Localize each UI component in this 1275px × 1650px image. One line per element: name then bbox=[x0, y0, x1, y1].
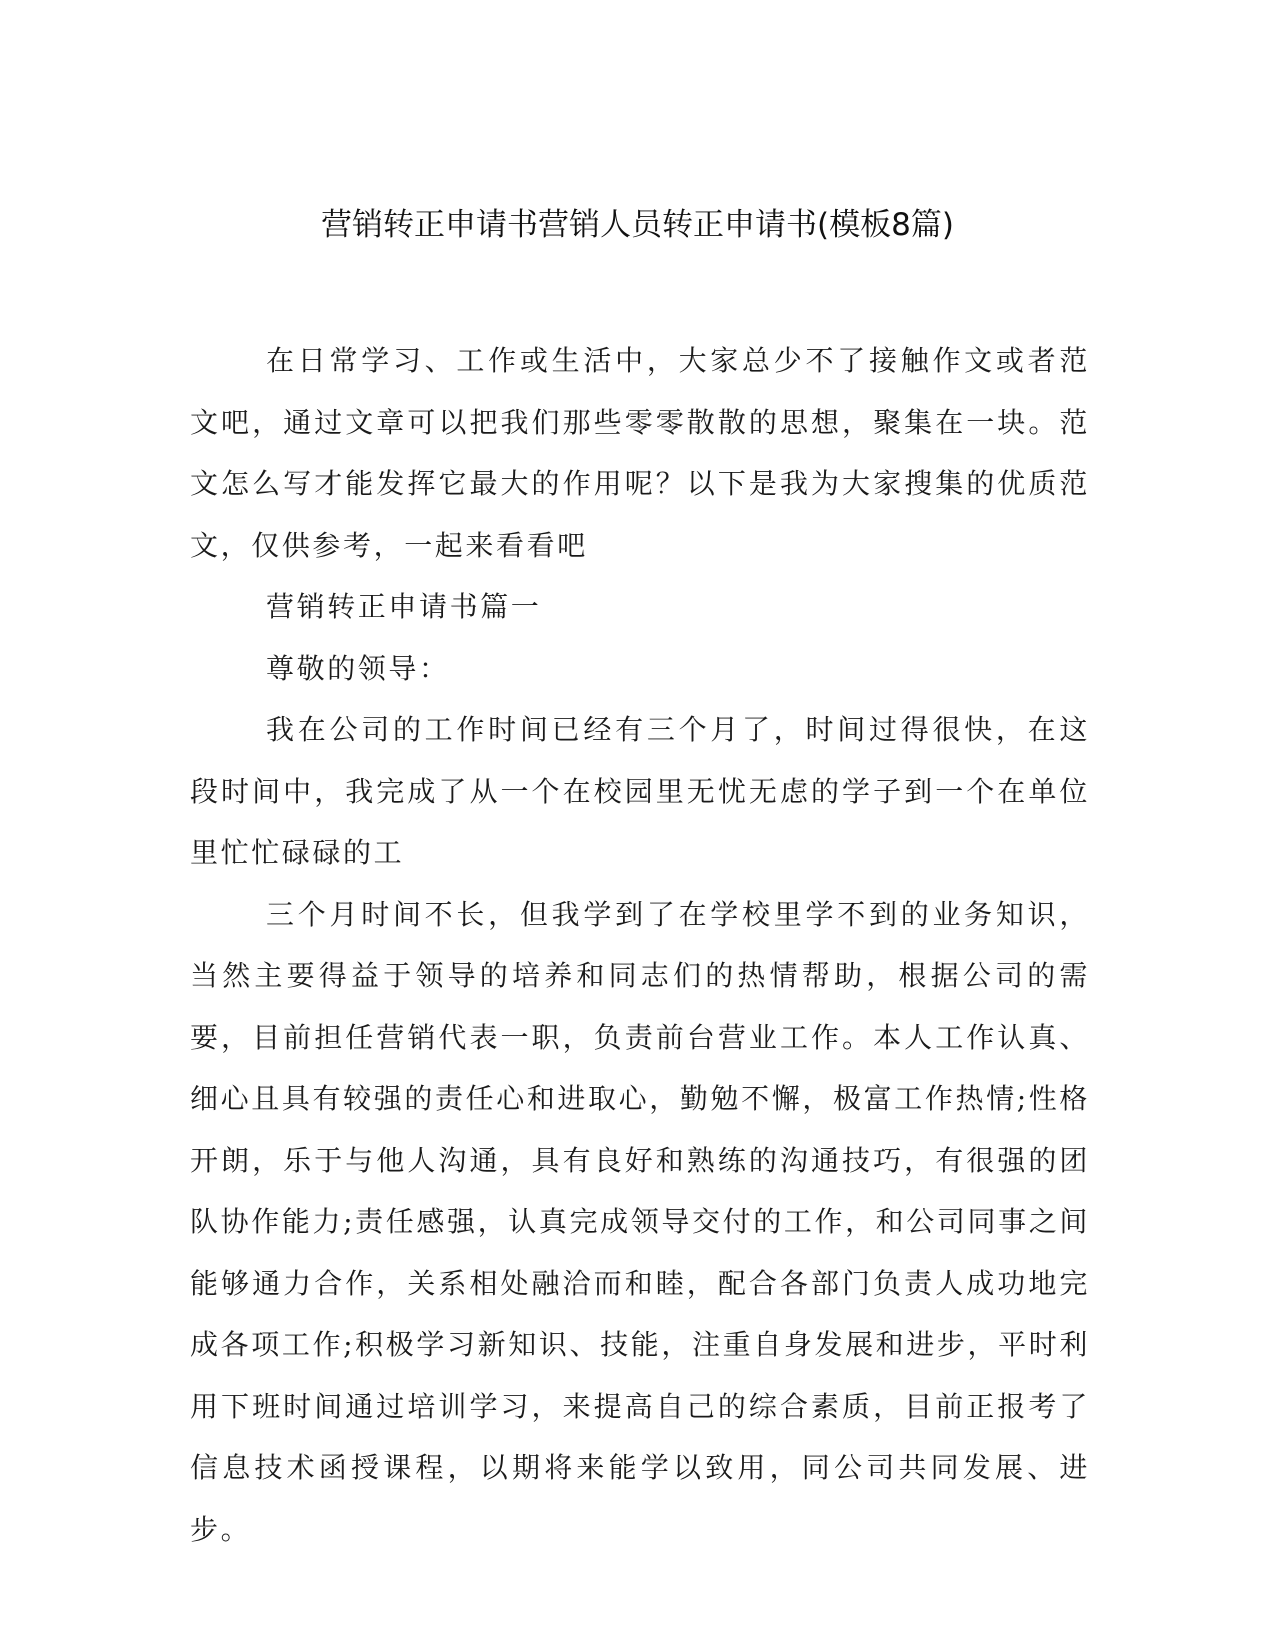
document-body bbox=[190, 330, 1090, 1560]
body-paragraph: 我在公司的工作时间已经有三个月了，时间过得很快，在这段时间中，我完成了从一个在校园里无忧无虑的学子到一个在单位里忙忙碌碌的工 bbox=[190, 713, 1090, 869]
document-title: 营销转正申请书营销人员转正申请书(模板8篇) bbox=[321, 207, 954, 243]
section-heading: 营销转正申请书篇一 bbox=[266, 590, 542, 623]
salutation: 尊敬的领导： bbox=[266, 651, 450, 685]
body-paragraph: 三个月时间不长，但我学到了在学校里学不到的业务知识，当然主要得益于领导的培养和同志们的热情帮助，根据公司的需要，目前担任营销代表一职，负责前台营业工作。本人工作认真、细心且具有较强的责任心和进取心，勤勉不懈，极富工作热情;性格开朗，乐于与他人沟通，具有良好和熟练的沟通技巧，有很强的团队协作能力;责任感强，认真完成领导交付的工作，和公司同事之间能够通力合作，关系相处融洽而和睦，配合各部门负责人成功地完成各项工作;积极学习新知识、技能，注重自身发展和进步，平时利用下班时间通过培训学习，来提高自己的综合素质，目前正报考了信息技术函授课程，以期将来能学以致用，同公司共同发展、进步。 bbox=[190, 897, 1090, 1546]
intro-paragraph: 在日常学习、工作或生活中，大家总少不了接触作文或者范文吧，通过文章可以把我们那些零零散散的思想，聚集在一块。范文怎么写才能发挥它最大的作用呢？以下是我为大家搜集的优质范文，仅供参考，一起来看看吧 bbox=[190, 344, 1090, 562]
